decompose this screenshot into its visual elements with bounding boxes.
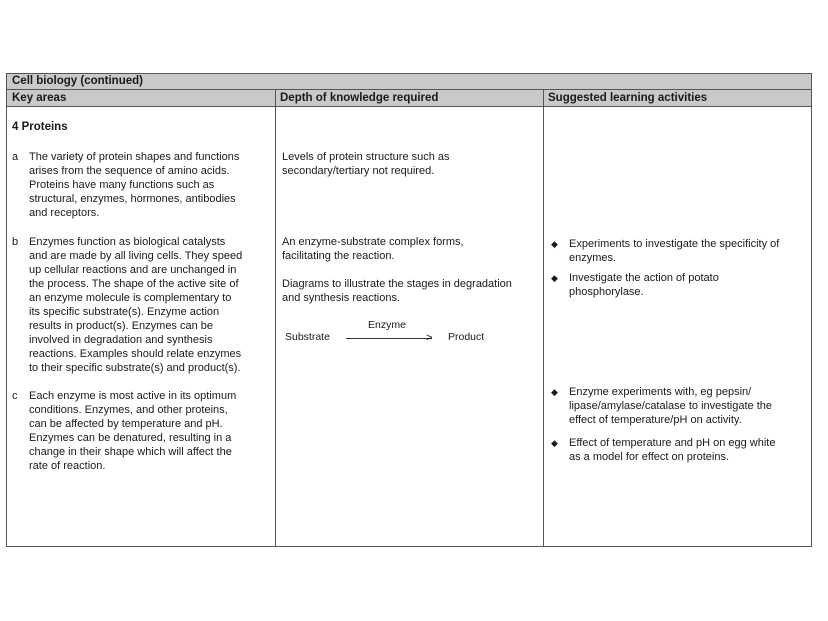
key-area-b-text: Enzymes function as biological catalysts and are made by all living cells. They speed up cellular reactions and are unchanged in the process. The shape of the active site of an enzyme molecule is complementary to its specific substrate(s). Enzyme action results in product(s). Enzymes can be involved in degradation and synthesis reactions. Examples should relate enzymes to their specific substrate(s) and product(s). <box>29 236 243 374</box>
activity-c-1: Enzyme experiments with, eg pepsin/ lipase/amylase/catalase to investigate the effect of temperature/pH on activity. <box>569 386 773 426</box>
key-area-c-text: Each enzyme is most active in its optimum conditions. Enzymes, and other proteins, can be affected by temperature and pH. Enzymes can be denatured, resulting in a change in their shape which will affect the rate of reaction. <box>29 390 237 472</box>
header-key-areas: Key areas <box>12 92 67 104</box>
key-area-letter-b: b <box>12 236 19 248</box>
bullet-icon: ◆ <box>551 438 558 448</box>
diagram-product-label: Product <box>448 331 485 343</box>
arrowhead-icon: > <box>426 332 433 344</box>
diagram-substrate-label: Substrate <box>285 331 330 343</box>
key-area-a-text: The variety of protein shapes and functions arises from the sequence of amino acids. Proteins have many functions such as structural, enzymes, hormones, antibodies and receptors. <box>29 151 240 219</box>
key-area-letter-c: c <box>12 390 18 402</box>
table-title: Cell biology (continued) <box>7 74 811 90</box>
activity-c-2: Effect of temperature and pH on egg white as a model for effect on proteins. <box>569 437 776 463</box>
reaction-arrow <box>346 338 432 339</box>
depth-b-diagram-text: Diagrams to illustrate the stages in degradation and synthesis reactions. <box>282 278 512 304</box>
activity-b-1: Experiments to investigate the specificity of enzymes. <box>569 238 780 264</box>
diagram-enzyme-label: Enzyme <box>368 319 406 331</box>
header-learning-activities: Suggested learning activities <box>548 92 708 104</box>
activity-b-2: Investigate the action of potato phosphorylase. <box>569 272 719 298</box>
depth-b-text: An enzyme-substrate complex forms, facilitating the reaction. <box>282 236 464 262</box>
bullet-icon: ◆ <box>551 273 558 283</box>
depth-a-text: Levels of protein structure such as secondary/tertiary not required. <box>282 151 450 177</box>
bullet-icon: ◆ <box>551 239 558 249</box>
enzyme-reaction-diagram <box>280 316 545 356</box>
section-heading-proteins: 4 Proteins <box>12 121 68 133</box>
column-divider <box>275 90 276 546</box>
table-header-row <box>7 90 811 107</box>
curriculum-table <box>6 73 812 547</box>
header-depth-of-knowledge: Depth of knowledge required <box>280 92 439 104</box>
key-area-letter-a: a <box>12 151 19 163</box>
bullet-icon: ◆ <box>551 387 558 397</box>
